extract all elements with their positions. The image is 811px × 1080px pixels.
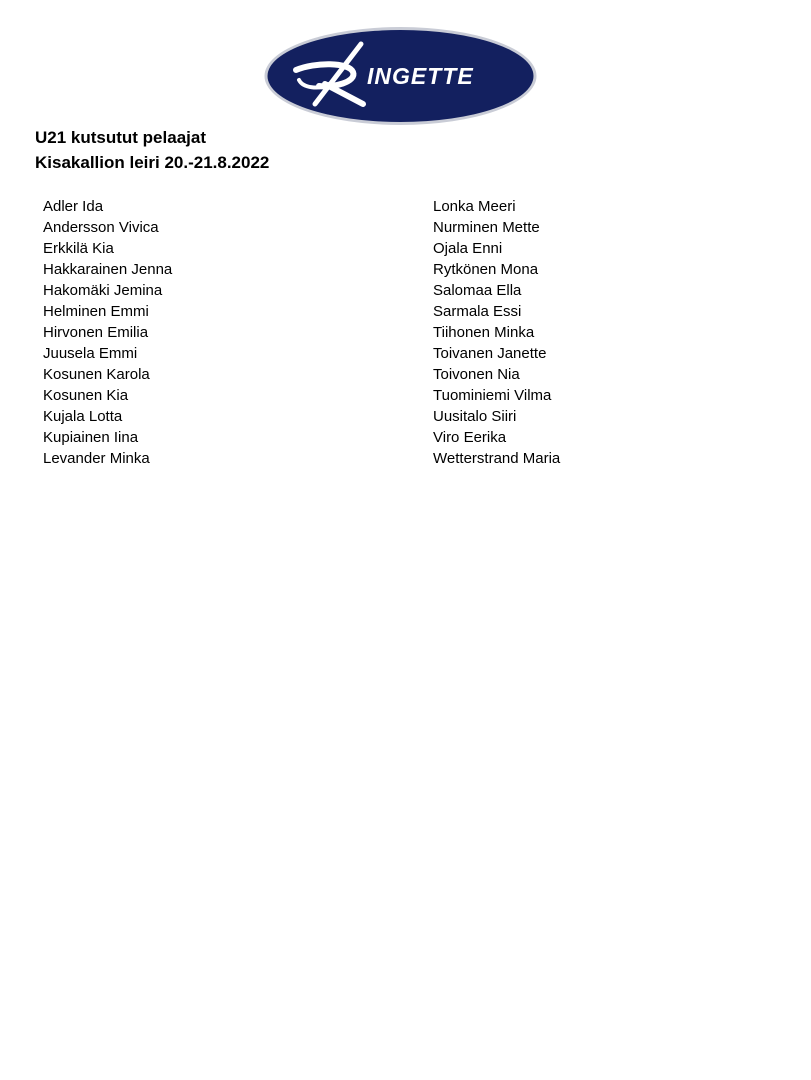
player-name: Kosunen Kia	[43, 387, 129, 404]
player-name: Tiihonen Minka	[433, 324, 535, 341]
player-name: Hakomäki Jemina	[43, 282, 163, 299]
player-name: Hirvonen Emilia	[43, 324, 149, 341]
player-name: Salomaa Ella	[433, 282, 522, 299]
player-name: Ojala Enni	[433, 240, 503, 257]
player-list-right	[433, 196, 560, 469]
player-name: Erkkilä Kia	[43, 240, 114, 257]
player-name: Levander Minka	[43, 450, 150, 467]
player-name: Kujala Lotta	[43, 408, 123, 425]
logo-text: INGETTE	[367, 63, 474, 89]
player-name: Nurminen Mette	[433, 219, 540, 236]
player-name: Uusitalo Siiri	[433, 408, 517, 425]
player-name: Kupiainen Iina	[43, 429, 139, 446]
player-name: Hakkarainen Jenna	[43, 261, 173, 278]
player-name: Sarmala Essi	[433, 303, 522, 320]
player-name: Tuominiemi Vilma	[433, 387, 552, 404]
player-name: Rytkönen Mona	[433, 261, 539, 278]
page-subtitle: Kisakallion leiri 20.-21.8.2022	[35, 153, 270, 172]
player-name: Adler Ida	[43, 198, 104, 215]
player-name: Andersson Vivica	[43, 219, 159, 236]
ringette-logo	[263, 26, 538, 126]
page-title: U21 kutsutut pelaajat	[35, 128, 206, 147]
player-name: Viro Eerika	[433, 429, 507, 446]
player-name: Kosunen Karola	[43, 366, 150, 383]
player-name: Helminen Emmi	[43, 303, 149, 320]
player-name: Lonka Meeri	[433, 198, 516, 215]
player-name: Toivonen Nia	[433, 366, 520, 383]
player-name: Wetterstrand Maria	[433, 450, 561, 467]
player-list-left	[43, 196, 172, 469]
player-name: Juusela Emmi	[43, 345, 138, 362]
player-name: Toivanen Janette	[433, 345, 547, 362]
